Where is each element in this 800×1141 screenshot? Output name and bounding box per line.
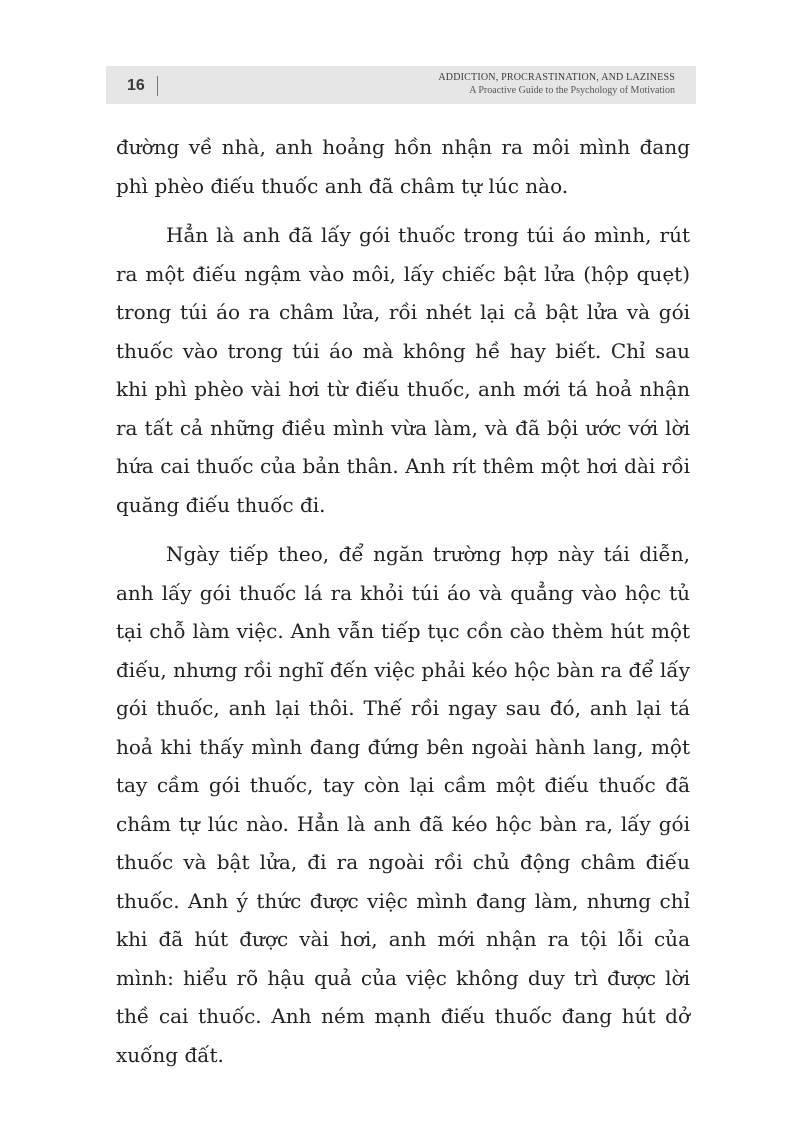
running-title: ADDICTION, PROCRASTINATION, AND LAZINESS — [438, 72, 675, 83]
running-subtitle: A Proactive Guide to the Psychology of Motivation — [469, 85, 675, 96]
header-divider — [157, 76, 158, 96]
paragraph: Ngày tiếp theo, để ngăn trường hợp này tái diễn, anh lấy gói thuốc lá ra khỏi túi áo và quẳng vào hộc tủ tại chỗ làm việc. Anh vẫn tiếp tục cồn cào thèm hút một điếu, nhưng rồi nghĩ đến việc phải kéo hộc bàn ra để lấy gói thuốc, anh lại thôi. Thế rồi ngay sau đó, anh lại tá hoả khi thấy mình đang đứng bên ngoài hành lang, một tay cầm gói thuốc, tay còn lại cầm một điếu thuốc đã châm tự lúc nào. Hẳn là anh đã kéo hộc bàn ra, lấy gói thuốc và bật lửa, đi ra ngoài rồi chủ động châm điếu thuốc. Anh ý thức được việc mình đang làm, nhưng chỉ khi đã hút được vài hơi, anh mới nhận ra tội lỗi của mình: hiểu rõ hậu quả của việc không duy trì được lời thề cai thuốc. Anh ném mạnh điếu thuốc đang hút dở xuống đất. — [116, 542, 690, 1067]
page-number: 16 — [127, 77, 145, 94]
paragraph: Hẳn là anh đã lấy gói thuốc trong túi áo mình, rút ra một điếu ngậm vào môi, lấy chiếc bật lửa (hộp quẹt) trong túi áo ra châm lửa, rồi nhét lại cả bật lửa và gói thuốc vào trong túi áo mà không hề hay biết. Chỉ sau khi phì phèo vài hơi từ điếu thuốc, anh mới tá hoả nhận ra tất cả những điều mình vừa làm, và đã bội ước với lời hứa cai thuốc của bản thân. Anh rít thêm một hơi dài rồi quăng điếu thuốc đi. — [116, 223, 690, 517]
body-text — [116, 128, 690, 1085]
paragraph-continuation: đường về nhà, anh hoảng hồn nhận ra môi mình đang phì phèo điếu thuốc anh đã châm tự lúc nào. — [116, 135, 690, 198]
